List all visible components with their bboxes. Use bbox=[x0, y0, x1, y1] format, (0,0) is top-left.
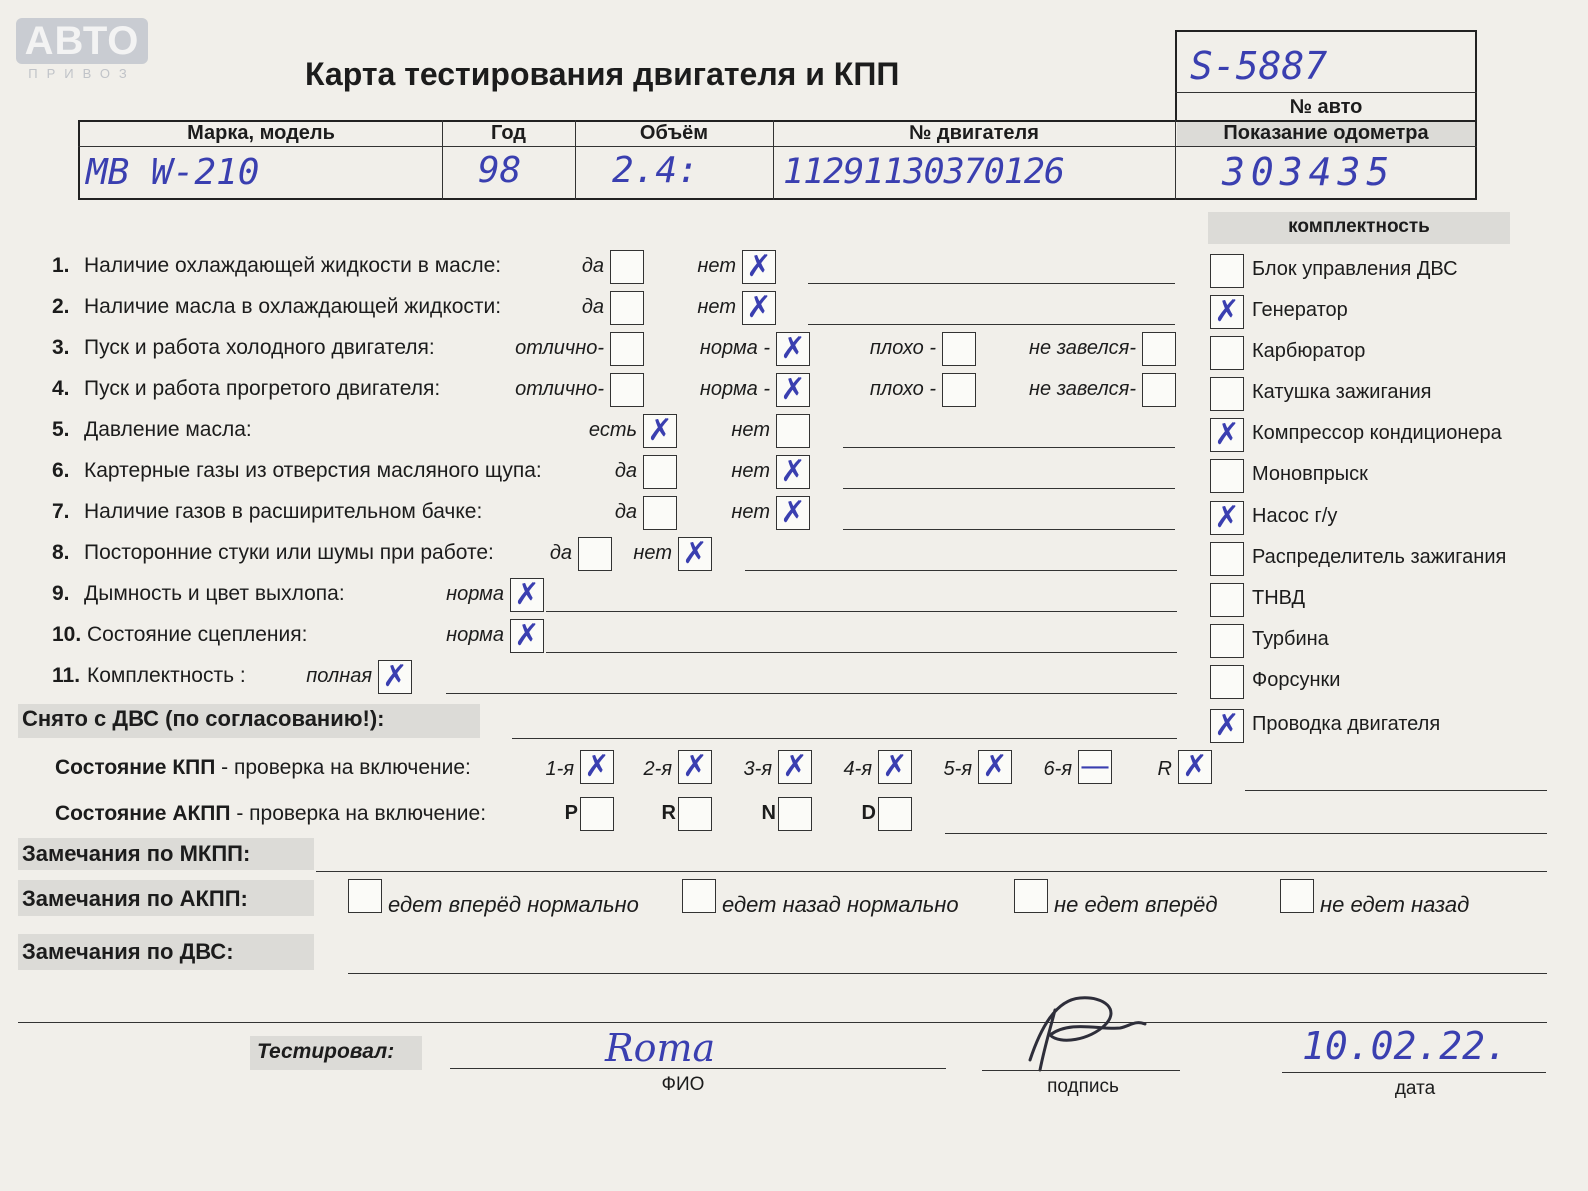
row-4-option-2-label: норма - bbox=[699, 378, 770, 400]
row-6-option-1-label: да bbox=[614, 460, 637, 482]
logo-subtitle: ПРИВОЗ bbox=[28, 66, 136, 81]
kpp-gear-checkbox-1[interactable] bbox=[580, 750, 614, 784]
akpp-gear-checkbox-1[interactable] bbox=[580, 797, 614, 831]
row-4-option-4-checkbox[interactable] bbox=[1142, 373, 1176, 407]
check-mark: ✗ bbox=[746, 249, 772, 284]
row-1-option-1-checkbox[interactable] bbox=[610, 250, 644, 284]
completeness-checkbox-4[interactable] bbox=[1210, 377, 1244, 411]
value-year: 98 bbox=[478, 150, 522, 191]
completeness-label-9: ТНВД bbox=[1252, 587, 1306, 609]
completeness-label-11: Форсунки bbox=[1252, 669, 1341, 691]
kpp-gear-label-6: 6-я bbox=[1043, 758, 1072, 780]
row-7-option-1-checkbox[interactable] bbox=[643, 496, 677, 530]
check-mark: ✗ bbox=[1214, 294, 1240, 329]
completeness-checkbox-9[interactable] bbox=[1210, 583, 1244, 617]
kpp-gear-checkbox-3[interactable] bbox=[778, 750, 812, 784]
kpp-gear-checkbox-6[interactable] bbox=[1078, 750, 1112, 784]
completeness-checkbox-1[interactable] bbox=[1210, 254, 1244, 288]
row-number-3: 3. bbox=[52, 336, 70, 359]
row-4-option-1-label: отлично- bbox=[515, 378, 604, 400]
row-label-11: Комплектность : bbox=[87, 664, 246, 687]
row-4-option-3-checkbox[interactable] bbox=[942, 373, 976, 407]
row-6-option-1-checkbox[interactable] bbox=[643, 455, 677, 489]
kpp-gear-label-3: 3-я bbox=[743, 758, 772, 780]
check-mark: ✗ bbox=[514, 618, 540, 653]
row-1-option-2-label: нет bbox=[697, 255, 736, 277]
completeness-checkbox-12[interactable] bbox=[1210, 709, 1244, 743]
date-caption: дата bbox=[1394, 1078, 1436, 1099]
row-3-option-1-checkbox[interactable] bbox=[610, 332, 644, 366]
akpp-gear-label-2: R bbox=[661, 802, 676, 824]
row-2-option-1-checkbox[interactable] bbox=[610, 291, 644, 325]
kpp-gear-label-2: 2-я bbox=[643, 758, 672, 780]
value-volume: 2.4: bbox=[612, 150, 699, 191]
row-number-9: 9. bbox=[52, 582, 70, 605]
completeness-checkbox-6[interactable] bbox=[1210, 459, 1244, 493]
check-mark: ✗ bbox=[780, 454, 806, 489]
date-value: 10.02.22. bbox=[1302, 1024, 1508, 1068]
kpp-gear-label-7: R bbox=[1157, 758, 1172, 780]
akpp-label: Состояние АКПП - проверка на включение: bbox=[55, 802, 487, 825]
kpp-gear-checkbox-7[interactable] bbox=[1178, 750, 1212, 784]
kpp-gear-checkbox-5[interactable] bbox=[978, 750, 1012, 784]
kpp-gear-checkbox-4[interactable] bbox=[878, 750, 912, 784]
completeness-label-3: Карбюратор bbox=[1252, 340, 1366, 362]
row-number-10: 10. bbox=[52, 623, 82, 646]
row-4-option-1-checkbox[interactable] bbox=[610, 373, 644, 407]
tester-name: Roma bbox=[605, 1026, 716, 1070]
remarks-mkpp-label: Замечания по МКПП: bbox=[22, 841, 251, 866]
row-label-4: Пуск и работа прогретого двигателя: bbox=[84, 377, 441, 400]
header-odometer: Показание одометра bbox=[1223, 122, 1429, 144]
row-number-2: 2. bbox=[52, 295, 70, 318]
completeness-checkbox-2[interactable] bbox=[1210, 295, 1244, 329]
check-mark: ✗ bbox=[882, 749, 908, 784]
row-3-option-3-label: плохо - bbox=[869, 337, 936, 359]
completeness-label-10: Турбина bbox=[1252, 628, 1329, 650]
header-engine-number: № двигателя bbox=[909, 122, 1039, 144]
akpp-remark-checkbox-4[interactable] bbox=[1280, 879, 1314, 913]
check-mark: ✗ bbox=[782, 749, 808, 784]
row-3-option-3-checkbox[interactable] bbox=[942, 332, 976, 366]
akpp-remark-checkbox-1[interactable] bbox=[348, 879, 382, 913]
kpp-gear-checkbox-2[interactable] bbox=[678, 750, 712, 784]
akpp-gear-label-3: N bbox=[761, 802, 776, 824]
check-mark: ✗ bbox=[382, 659, 408, 694]
row-number-7: 7. bbox=[52, 500, 70, 523]
check-mark: ✗ bbox=[780, 331, 806, 366]
row-3-option-4-checkbox[interactable] bbox=[1142, 332, 1176, 366]
completeness-checkbox-10[interactable] bbox=[1210, 624, 1244, 658]
row-11-option-1-label: полная bbox=[306, 665, 372, 687]
car-number-value: S-5887 bbox=[1190, 44, 1328, 88]
header-volume: Объём bbox=[639, 122, 709, 144]
completeness-checkbox-8[interactable] bbox=[1210, 542, 1244, 576]
kpp-label: Состояние КПП - проверка на включение: bbox=[55, 756, 471, 779]
row-number-5: 5. bbox=[52, 418, 70, 441]
row-8-option-2-checkbox[interactable] bbox=[678, 537, 712, 571]
akpp-remark-checkbox-3[interactable] bbox=[1014, 879, 1048, 913]
completeness-label-8: Распределитель зажигания bbox=[1252, 546, 1507, 568]
completeness-label-1: Блок управления ДВС bbox=[1252, 258, 1458, 280]
akpp-gear-checkbox-2[interactable] bbox=[678, 797, 712, 831]
completeness-label-4: Катушка зажигания bbox=[1252, 381, 1432, 403]
header-model: Марка, модель bbox=[187, 122, 335, 144]
row-5-option-1-checkbox[interactable] bbox=[643, 414, 677, 448]
row-number-1: 1. bbox=[52, 254, 70, 277]
completeness-checkbox-3[interactable] bbox=[1210, 336, 1244, 370]
completeness-checkbox-7[interactable] bbox=[1210, 501, 1244, 535]
check-mark: ✗ bbox=[1182, 749, 1208, 784]
akpp-remark-label-1: едет вперёд нормально bbox=[388, 892, 639, 917]
completeness-label-2: Генератор bbox=[1252, 299, 1348, 321]
header-year: Год bbox=[491, 122, 526, 144]
row-7-option-2-label: нет bbox=[731, 501, 770, 523]
row-label-2: Наличие масла в охлаждающей жидкости: bbox=[84, 295, 502, 318]
row-7-option-2-checkbox[interactable] bbox=[776, 496, 810, 530]
akpp-gear-checkbox-3[interactable] bbox=[778, 797, 812, 831]
remarks-dvs-label: Замечания по ДВС: bbox=[22, 939, 234, 964]
akpp-gear-checkbox-4[interactable] bbox=[878, 797, 912, 831]
check-mark: ✗ bbox=[1214, 417, 1240, 452]
row-label-1: Наличие охлаждающей жидкости в масле: bbox=[84, 254, 502, 277]
row-number-4: 4. bbox=[52, 377, 70, 400]
row-number-8: 8. bbox=[52, 541, 70, 564]
check-mark: ✗ bbox=[647, 413, 673, 448]
check-mark: ✗ bbox=[780, 495, 806, 530]
kpp-gear-label-4: 4-я bbox=[843, 758, 872, 780]
row-7-option-1-label: да bbox=[614, 501, 637, 523]
value-odometer: 303435 bbox=[1222, 150, 1396, 194]
row-8-option-2-label: нет bbox=[633, 542, 672, 564]
row-number-6: 6. bbox=[52, 459, 70, 482]
logo: АВТО bbox=[16, 18, 148, 64]
row-3-option-1-label: отлично- bbox=[515, 337, 604, 359]
row-11-option-1-checkbox[interactable] bbox=[378, 660, 412, 694]
row-2-option-2-label: нет bbox=[697, 296, 736, 318]
akpp-gear-label-4: D bbox=[861, 802, 876, 824]
row-10-option-1-checkbox[interactable] bbox=[510, 619, 544, 653]
akpp-remark-label-3: не едет вперёд bbox=[1054, 892, 1218, 917]
row-label-10: Состояние сцепления: bbox=[87, 623, 308, 646]
completeness-label-12: Проводка двигателя bbox=[1252, 713, 1441, 735]
row-label-6: Картерные газы из отверстия масляного щупа: bbox=[84, 459, 542, 482]
row-6-option-2-label: нет bbox=[731, 460, 770, 482]
check-mark: ✗ bbox=[682, 536, 708, 571]
akpp-remark-label-2: едет назад нормально bbox=[722, 892, 959, 917]
row-3-option-4-label: не завелся- bbox=[1029, 337, 1136, 359]
check-mark: ✗ bbox=[780, 372, 806, 407]
akpp-gear-label-1: P bbox=[564, 802, 578, 824]
page-title: Карта тестирования двигателя и КПП bbox=[305, 56, 900, 92]
check-mark: ✗ bbox=[584, 749, 610, 784]
akpp-remark-label-4: не едет назад bbox=[1320, 892, 1470, 917]
row-label-5: Давление масла: bbox=[84, 418, 252, 441]
row-9-option-1-label: норма bbox=[446, 583, 504, 605]
check-mark: ✗ bbox=[982, 749, 1008, 784]
signature-caption: подпись bbox=[1047, 1076, 1119, 1097]
row-number-11: 11. bbox=[52, 664, 81, 687]
row-6-option-2-checkbox[interactable] bbox=[776, 455, 810, 489]
value-engine-number: 11291130370126 bbox=[783, 152, 1065, 192]
row-9-option-1-checkbox[interactable] bbox=[510, 578, 544, 612]
check-mark: — bbox=[1080, 749, 1110, 784]
row-3-option-2-label: норма - bbox=[699, 337, 770, 359]
row-label-9: Дымность и цвет выхлопа: bbox=[84, 582, 345, 605]
row-4-option-4-label: не завелся- bbox=[1029, 378, 1136, 400]
completeness-title: комплектность bbox=[1288, 216, 1430, 237]
row-2-option-2-checkbox[interactable] bbox=[742, 291, 776, 325]
check-mark: ✗ bbox=[682, 749, 708, 784]
remarks-akpp-label: Замечания по АКПП: bbox=[22, 886, 248, 911]
row-3-option-2-checkbox[interactable] bbox=[776, 332, 810, 366]
completeness-label-6: Моновпрыск bbox=[1252, 463, 1368, 485]
row-2-option-1-label: да bbox=[581, 296, 604, 318]
row-label-7: Наличие газов в расширительном бачке: bbox=[84, 500, 483, 523]
completeness-label-7: Насос г/у bbox=[1252, 505, 1338, 527]
row-5-option-2-checkbox[interactable] bbox=[776, 414, 810, 448]
kpp-gear-label-1: 1-я bbox=[545, 758, 574, 780]
row-5-option-1-label: есть bbox=[588, 419, 637, 441]
row-4-option-2-checkbox[interactable] bbox=[776, 373, 810, 407]
row-10-option-1-label: норма bbox=[446, 624, 504, 646]
completeness-checkbox-5[interactable] bbox=[1210, 418, 1244, 452]
row-1-option-2-checkbox[interactable] bbox=[742, 250, 776, 284]
removed-label: Снято с ДВС (по согласованию!): bbox=[22, 706, 385, 731]
row-5-option-2-label: нет bbox=[731, 419, 770, 441]
row-4-option-3-label: плохо - bbox=[869, 378, 936, 400]
value-model: MB W-210 bbox=[86, 152, 260, 193]
check-mark: ✗ bbox=[514, 577, 540, 612]
check-mark: ✗ bbox=[1214, 708, 1240, 743]
row-label-3: Пуск и работа холодного двигателя: bbox=[84, 336, 435, 359]
completeness-label-5: Компрессор кондиционера bbox=[1252, 422, 1502, 444]
car-number-label: № авто bbox=[1289, 96, 1363, 118]
row-1-option-1-label: да bbox=[581, 255, 604, 277]
completeness-checkbox-11[interactable] bbox=[1210, 665, 1244, 699]
kpp-gear-label-5: 5-я bbox=[943, 758, 972, 780]
fio-caption: ФИО bbox=[661, 1074, 705, 1095]
row-label-8: Посторонние стуки или шумы при работе: bbox=[84, 541, 494, 564]
row-8-option-1-label: да bbox=[549, 542, 572, 564]
signature bbox=[1010, 990, 1160, 1076]
check-mark: ✗ bbox=[1214, 500, 1240, 535]
akpp-remark-checkbox-2[interactable] bbox=[682, 879, 716, 913]
check-mark: ✗ bbox=[746, 290, 772, 325]
tested-by-label: Тестировал: bbox=[257, 1040, 395, 1063]
